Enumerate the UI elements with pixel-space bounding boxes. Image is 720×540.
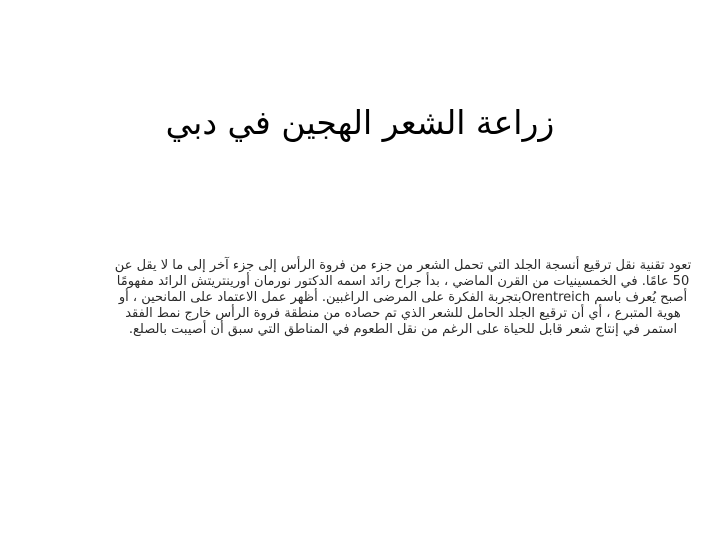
slide-body-paragraph: تعود تقنية نقل ترقيع أنسجة الجلد التي تحمل الشعر من جزء من فروة الرأس إلى جزء آخر إلى ما لا يقل عن 50 عامًا. في الخمسينيات من القرن الماضي ، بدأ جراح رائد اسمه الدكتور نورمان أورينتريتش الرائد مفهومًا أصبح يُعرف باسم Orentreichبتجربة الفكرة على المرضى الراغبين. أظهر عمل الاعتماد على المانحين ، أو هوية المتبرع ، أي أن ترقيع الجلد الحامل للشعر الذي تم حصاده من منطقة فروة الرأس خارج نمط الفقد استمر في إنتاج شعر قابل للحياة على الرغم من نقل الطعوم في المناطق التي سبق أن أصيبت بالصلع. <box>114 258 692 337</box>
slide-title: زراعة الشعر الهجين في دبي <box>165 103 555 142</box>
